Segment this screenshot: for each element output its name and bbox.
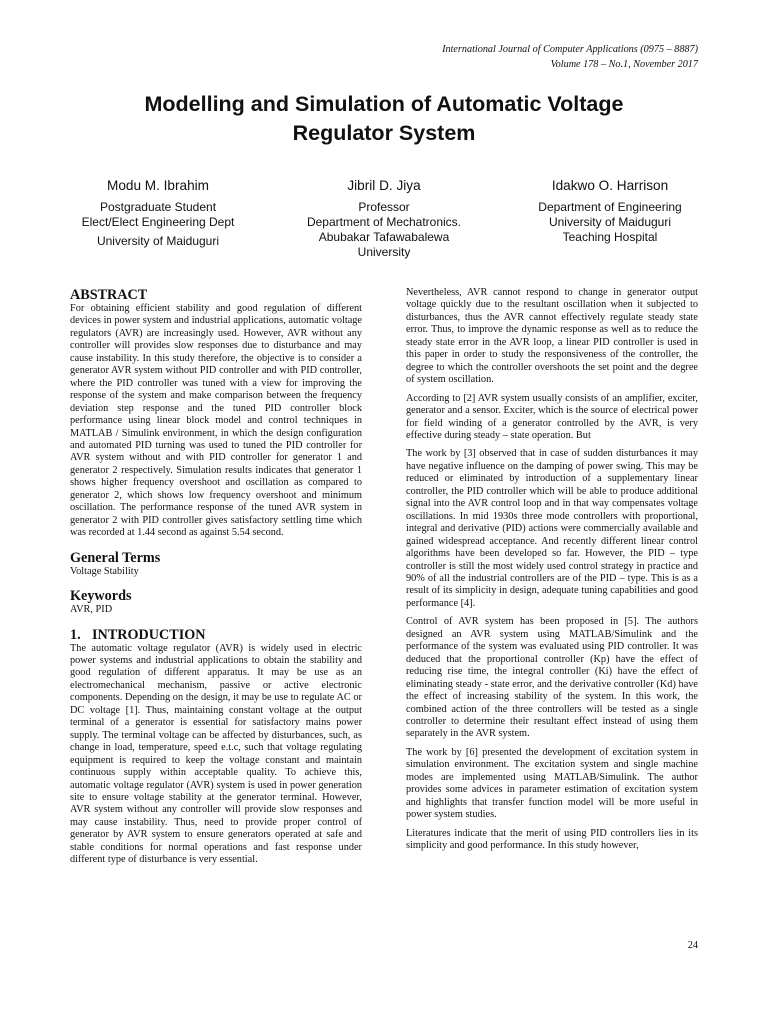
journal-name: International Journal of Computer Applications (0975 – 8887) [442,44,698,55]
journal-volume: Volume 178 – No.1, November 2017 [550,59,698,70]
author-affiliation: University [357,245,411,259]
author-affiliation: University of Maiduguri [96,234,220,248]
author-affiliation: Abubakar Tafawabalewa [318,230,450,244]
abstract-text: For obtaining efficient stability and good regulation of different devices in power system and industrial applications, automatic voltage regulators (AVR) are increasingly used. However, AVR without any controller will provides slow responses due to disturbance and may cause instability. In this study therefore, the objective is to consider a generator AVR system without PID controller and with PID controller, where the PID controller was tuned with a view for improving the response of the system and make comparison between the frequency deviation step response and the tuned PID controller block performance using linear block model and control techniques in MATLAB / Simulink environment, in which the design configuration and automated PID turning was used to tuned the PID controller for AVR system without and with PID controller for generator 1 and generator 2 respectively. Simulation results indicates that generator 1 shows higher frequency overshoot and oscillation as compared to generator 2, which shows low frequency overshoot and minimum oscillation. The performance response of the tuned AVR system in generator 2 with PID controller gives satisfactory settling time which was recorded at 1.44 second as against 5.54 second. [70,303,362,539]
paragraph: Literatures indicate that the merit of using PID controllers lies in its simplicity and good performance. In this study however, [406,827,698,852]
page-number: 24 [687,940,698,951]
general-terms-text: Voltage Stability [70,565,139,577]
author-name: Jibril D. Jiya [347,178,421,193]
author-affiliation: Teaching Hospital [562,230,658,244]
author-block-3 [500,178,720,245]
author-affiliation: Elect/Elect Engineering Dept [81,215,235,229]
title-line-1: Modelling and Simulation of Automatic Voltage [144,92,624,116]
author-block-1 [48,178,268,249]
author-name: Idakwo O. Harrison [551,178,669,193]
paragraph: Control of AVR system has been proposed in [5]. The authors designed an AVR system using MATLAB/Simulink and the performance of the system was evaluated using PID controller. It was deduced that the proportional controller (Kp) have the effect of reducing rise time, the integral controller (Ki) have the effect of eliminating steady - state error, and the derivative controller (Kd) have the effect of increasing stability of the system. In this work, the combined action of the three controllers will be tested as a single controller to determine their resultant effect instead of using them separately in the AVR system. [406,616,698,740]
keywords-heading: Keywords [70,588,132,605]
author-block-2 [274,178,494,260]
right-column [406,287,698,858]
section-title: INTRODUCTION [92,626,206,643]
paragraph: According to [2] AVR system usually consists of an amplifier, exciter, generator and a sensor. Exciter, which is the source of electrical power for field winding of a generator controlled by the AVR, is very effective during steady – state operation. But [406,392,698,441]
abstract-heading: ABSTRACT [70,287,148,303]
author-affiliation: Postgraduate Student [99,200,217,214]
journal-header [442,42,698,72]
author-affiliation: Department of Engineering [538,200,682,214]
title-line-2: Regulator System [292,121,476,145]
author-name: Modu M. Ibrahim [107,178,209,193]
paragraph: The work by [6] presented the development of excitation system in simulation environment. The excitation system and single machine modes are implemented using MATLAB/Simulink. The author provides some advices in parameter estimation of excitation system and highlights that transfer function model will be more useful in power system studies. [406,746,698,821]
paper-title [60,90,708,148]
author-affiliation: University of Maiduguri [548,215,672,229]
paragraph: Nevertheless, AVR cannot respond to change in generator output voltage quickly due to the resultant oscillation when it subjected to disturbances, thus the AVR cannot effectively regulate steady state error. Thus, to improve the dynamic response as well as to reduce the steady state error in the AVR loop, a linear PID controller is used in this paper in order to study the responsiveness of the controller, the degree to which the controller overshoots the set point and the degree of system oscillation. [406,287,698,386]
paragraph: The work by [3] observed that in case of sudden disturbances it may have negative influence on the damping of power swing. This may be reduced or eliminated by introduction of a supplementary linear controller, the PID controller which will be able to produce additional signal into the AVR control loop and in that way compensates voltage oscillations. In mid 1930s three mode controllers with proportional, integral and derivative (PID) actions were commercially available and gained widespread acceptance. And recently different linear control algorithms have been developed so far. However, the PID – type controller is still the most widely used control strategy in practice and 90% of all the industrial controllers are of the PID – type. This is as a result of its simplicity in design, adequate tuning capabilities and good performance [4]. [406,448,698,609]
introduction-heading [70,627,362,643]
section-number: 1. [70,626,81,643]
left-column [70,287,362,875]
author-affiliation: Professor [358,200,410,214]
keywords-text: AVR, PID [70,604,113,616]
general-terms-heading: General Terms [70,549,161,566]
author-affiliation: Department of Mechatronics. [306,215,462,229]
introduction-text: The automatic voltage regulator (AVR) is widely used in electric power systems and industrial applications to obtain the stability and good regulation of different apparatus. It may be use as an electromechanical mechanism, passive or active electronic components. Depending on the design, it may be use to regulate AC or DC voltage [1]. Thus, maintaining constant voltage at the output terminal of a generator is essential for satisfactory mains power supply. The terminal voltage can be affected by disturbances, such, as change in load, temperature, speed e.t.c, such that voltage regulating equipment is required to keep the voltage constant and maintain continuous supply within acceptable quality. To achieve this, automatic voltage regulator (AVR) system is used in power generation site to ensure voltage stability at the generator terminal. However, AVR system without any controller will provide slow responses and may cause instability. Thus, need to provide proper control of generator by AVR system to ensure generators operated at safe and stable conditions for normal operations and fast response under different type of disturbance is very essential. [70,642,362,866]
